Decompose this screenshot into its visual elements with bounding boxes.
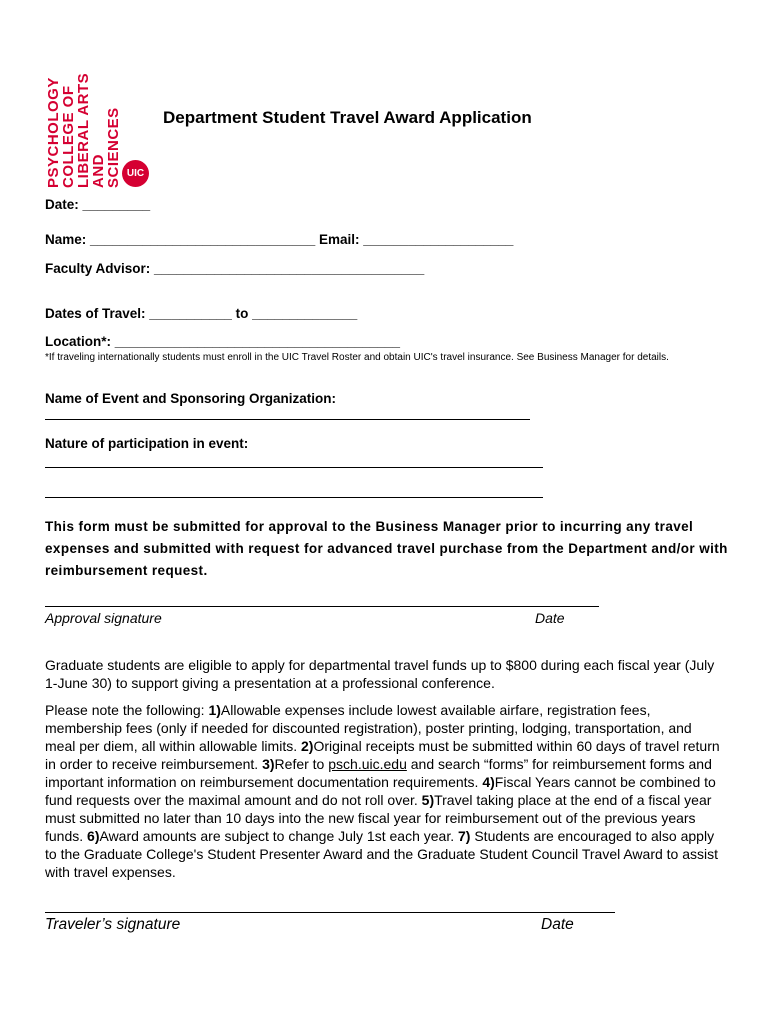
rule-text: Students are encouraged to also apply to the Graduate College's Student Presenter Award and the Graduate Student Council Travel Award to assist with travel expenses.: [45, 828, 719, 880]
psch-website-link[interactable]: psch.uic.edu: [328, 756, 407, 772]
international-travel-note: *If traveling internationally students must enroll in the UIC Travel Roster and obtain UIC's travel insurance. See Business Manager for details.: [45, 352, 669, 363]
event-label: Name of Event and Sponsoring Organization:: [45, 391, 337, 406]
rules-paragraph: [45, 701, 725, 881]
rule-text: Allowable expenses include lowest available airfare, registration fees, membership fees (only if needed for discounted registration), poster printing, lodging, transportation, and meal per diem, all within allowable limits.: [45, 702, 692, 754]
participation-label: Nature of participation in event:: [45, 436, 249, 451]
logo-line-1: PSYCHOLOGY: [45, 77, 62, 188]
travel-dates-field[interactable]: Dates of Travel: ___________ to ______________: [45, 306, 358, 321]
rule-text: Travel taking place at the end of a fiscal year must submitted no later than 10 days into the new fiscal year for reimbursement out of the previous years funds.: [45, 792, 712, 844]
name-email-field[interactable]: Name: ______________________________ Email: ____________________: [45, 232, 514, 247]
approval-signature-line[interactable]: [45, 606, 599, 607]
rule-text: Refer to: [274, 756, 329, 772]
date-field[interactable]: Date: _________: [45, 197, 151, 212]
rule-text: Award amounts are subject to change July 1st each year.: [99, 828, 458, 844]
rule-number: 1): [208, 702, 221, 718]
participation-line-1[interactable]: [45, 467, 543, 468]
rule-text: Original receipts must be submitted within 60 days of travel return in order to receive reimbursement.: [45, 738, 720, 772]
traveler-date-label: Date: [541, 916, 574, 933]
traveler-signature-label: Traveler’s signature: [45, 916, 181, 933]
logo-line-3: LIBERAL ARTS: [75, 72, 92, 188]
rule-number: 7): [458, 828, 471, 844]
logo-line-5: SCIENCES: [105, 107, 122, 188]
rule-number: 6): [87, 828, 100, 844]
eligibility-paragraph: Graduate students are eligible to apply for departmental travel funds up to $800 during each fiscal year (July 1-June 30) to support giving a presentation at a professional conference.: [45, 657, 715, 691]
rule-text: Fiscal Years cannot be combined to fund requests over the maximal amount and do not roll over.: [45, 774, 716, 808]
rule-number: 5): [421, 792, 435, 808]
rule-number: 4): [482, 774, 495, 790]
traveler-signature-line[interactable]: [45, 912, 615, 913]
location-field[interactable]: Location*: ______________________________________: [45, 334, 401, 349]
approval-date-label: Date: [535, 610, 565, 626]
logo-line-2: COLLEGE OF: [60, 85, 77, 188]
rule-number: 2): [301, 738, 314, 754]
rules-intro: Please note the following:: [45, 702, 209, 718]
approval-signature-label: Approval signature: [45, 610, 162, 626]
logo-line-4: AND: [90, 154, 107, 188]
form-title: Department Student Travel Award Application: [163, 108, 532, 127]
rule-number: 3): [262, 756, 275, 772]
rule-text: and search “forms” for reimbursement forms and important information on reimbursement documentation requirements.: [45, 756, 712, 790]
faculty-advisor-field[interactable]: Faculty Advisor: ____________________________________: [45, 261, 425, 276]
uic-badge-icon: UIC: [122, 160, 149, 187]
participation-line-2[interactable]: [45, 497, 543, 498]
submission-warning: This form must be submitted for approval to the Business Manager prior to incurring any travel expenses and submitted with request for advanced travel purchase from the Department and/or with reimbursement request.: [45, 519, 728, 578]
event-line[interactable]: [45, 419, 530, 420]
